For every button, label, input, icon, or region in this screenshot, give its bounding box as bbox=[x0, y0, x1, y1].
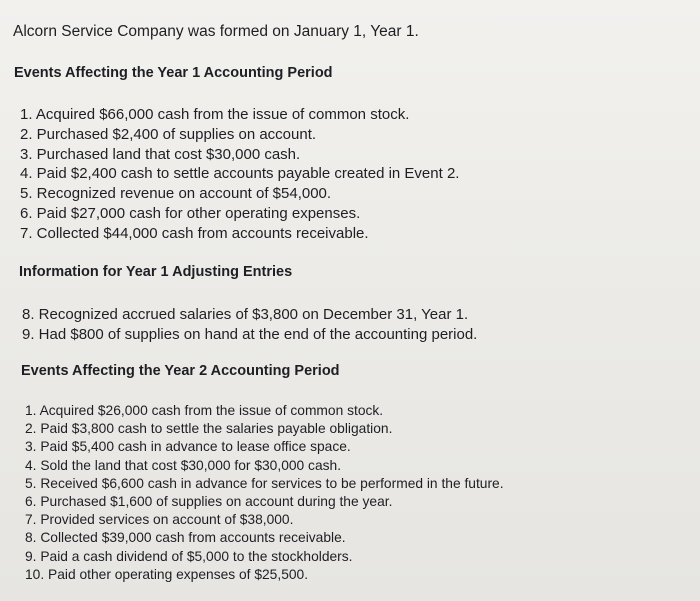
list-item: 9. Had $800 of supplies on hand at the end of the accounting period. bbox=[22, 326, 478, 343]
list-item: 1. Acquired $66,000 cash from the issue of common stock. bbox=[20, 106, 410, 123]
year1-events-heading: Events Affecting the Year 1 Accounting Period bbox=[14, 65, 333, 81]
list-item: 6. Paid $27,000 cash for other operating expenses. bbox=[20, 204, 361, 222]
list-item: 3. Paid $5,400 cash in advance to lease office space. bbox=[25, 439, 351, 455]
list-item: 2. Purchased $2,400 of supplies on account. bbox=[20, 125, 317, 143]
list-item: 1. Acquired $26,000 cash from the issue of common stock. bbox=[25, 403, 384, 418]
year2-events-list bbox=[25, 402, 504, 584]
list-item: 8. Recognized accrued salaries of $3,800 on December 31, Year 1. bbox=[22, 306, 469, 323]
list-item: 10. Paid other operating expenses of $25,500. bbox=[25, 566, 309, 582]
list-item: 4. Sold the land that cost $30,000 for $30,000 cash. bbox=[25, 457, 342, 473]
list-item: 5. Received $6,600 cash in advance for services to be performed in the future. bbox=[25, 475, 504, 491]
list-item: 6. Purchased $1,600 of supplies on account during the year. bbox=[25, 494, 393, 510]
list-item: 7. Provided services on account of $38,000. bbox=[25, 512, 294, 528]
year2-events-heading: Events Affecting the Year 2 Accounting Period bbox=[21, 363, 340, 379]
list-item: 9. Paid a cash dividend of $5,000 to the stockholders. bbox=[25, 548, 353, 564]
intro-text: Alcorn Service Company was formed on January 1, Year 1. bbox=[13, 23, 419, 40]
year1-adjusting-heading: Information for Year 1 Adjusting Entries bbox=[19, 264, 293, 280]
year1-events-list bbox=[20, 105, 459, 244]
list-item: 3. Purchased land that cost $30,000 cash. bbox=[20, 145, 301, 163]
year1-adjusting-list bbox=[22, 305, 477, 345]
list-item: 8. Collected $39,000 cash from accounts receivable. bbox=[25, 530, 346, 546]
list-item: 2. Paid $3,800 cash to settle the salaries payable obligation. bbox=[25, 421, 393, 437]
list-item: 4. Paid $2,400 cash to settle accounts payable created in Event 2. bbox=[20, 165, 460, 183]
list-item: 7. Collected $44,000 cash from accounts receivable. bbox=[20, 224, 369, 242]
list-item: 5. Recognized revenue on account of $54,000. bbox=[20, 185, 332, 203]
